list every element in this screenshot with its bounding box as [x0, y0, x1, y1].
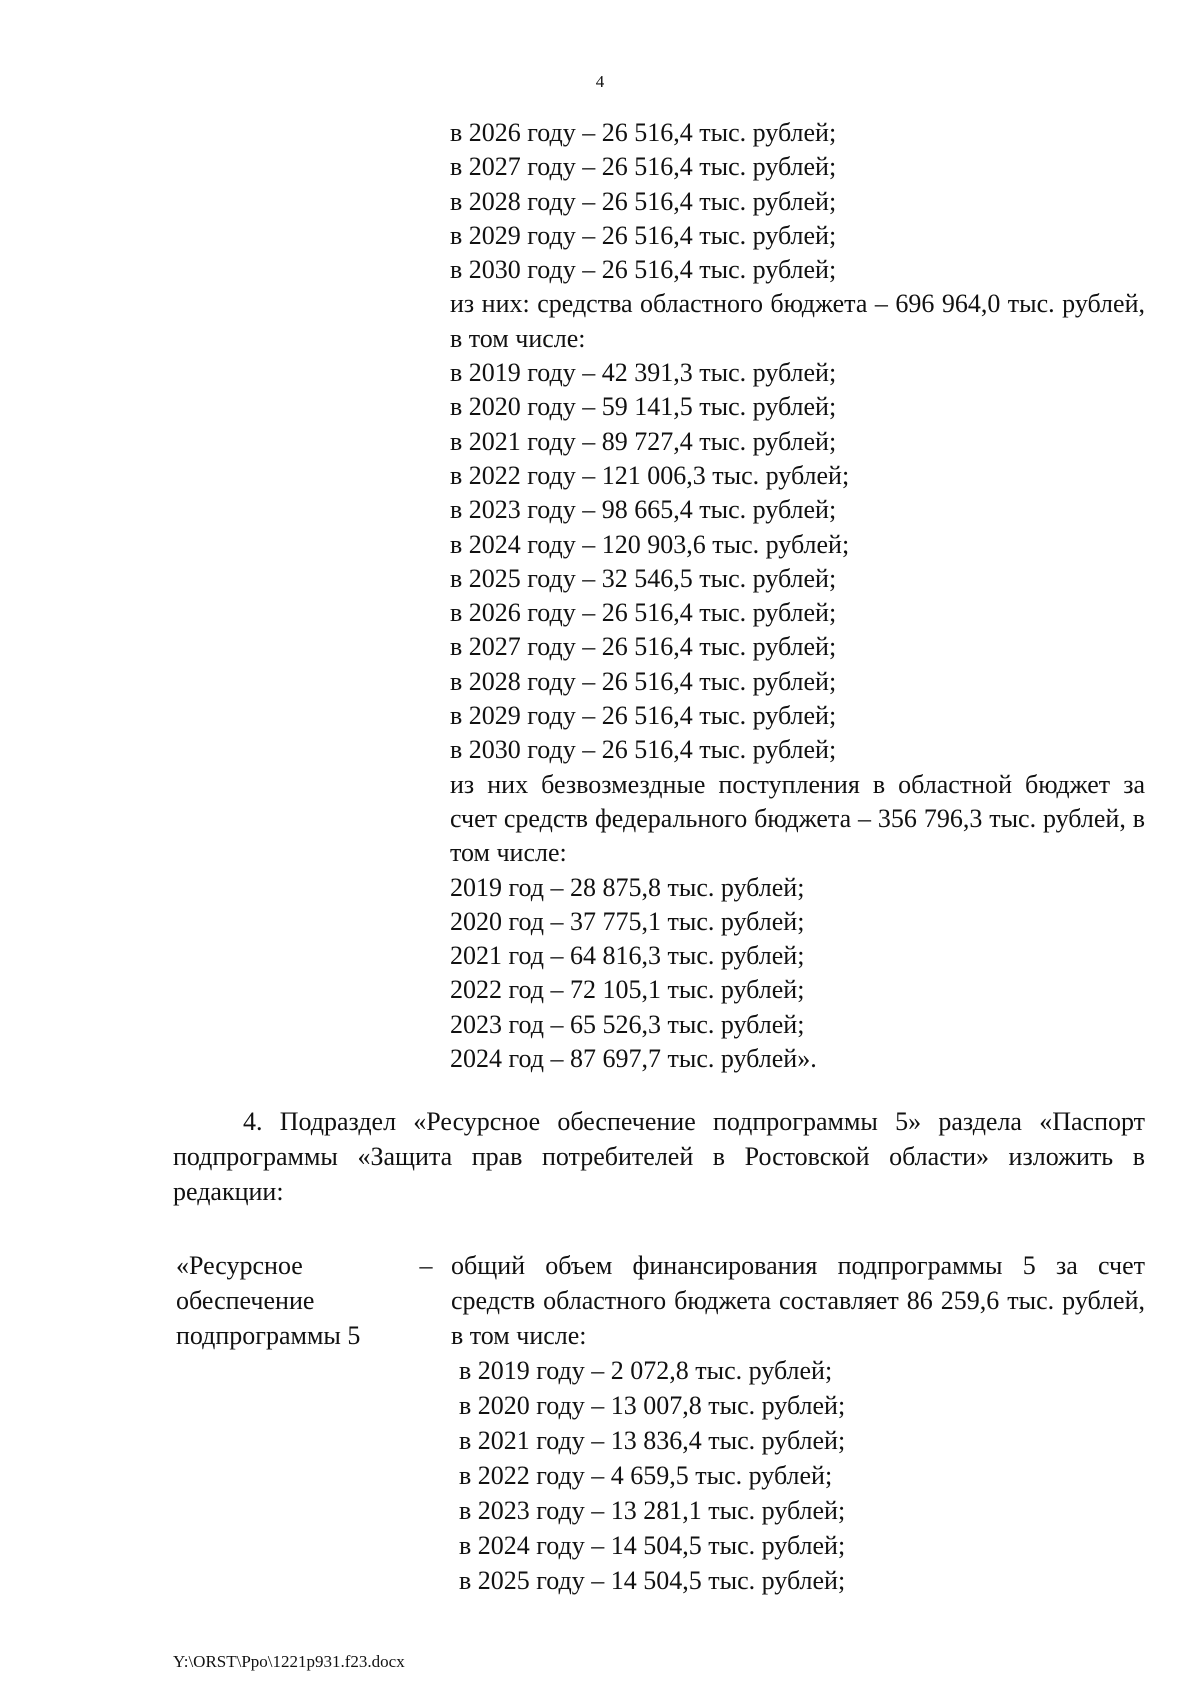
list-item: в 2026 году – 26 516,4 тыс. рублей;	[450, 118, 837, 147]
passport-dash: –	[419, 1251, 433, 1280]
list-item: в 2021 году – 89 727,4 тыс. рублей;	[450, 426, 837, 456]
list-item: в 2023 году – 98 665,4 тыс. рублей;	[450, 495, 837, 525]
page-number: 4	[595, 72, 605, 91]
passport-intro: общий объем финансирования подпрограммы 5 за счет средств областного бюджета составляет 86 259,6 тыс. рублей, в том числе:	[451, 1251, 1145, 1350]
list-item: в 2019 году – 42 391,3 тыс. рублей;	[450, 358, 837, 388]
passport-label: «Ресурсное обеспечение подпрограммы 5	[176, 1251, 361, 1350]
list-item: в 2020 году – 59 141,5 тыс. рублей;	[450, 392, 837, 422]
list-item: в 2030 году – 26 516,4 тыс. рублей;	[450, 735, 837, 765]
list-item: в 2028 году – 26 516,4 тыс. рублей;	[450, 186, 837, 216]
list-item: в 2024 году – 14 504,5 тыс. рублей;	[459, 1531, 846, 1560]
list-item: в 2025 году – 14 504,5 тыс. рублей;	[459, 1566, 846, 1595]
list-item: в 2021 году – 13 836,4 тыс. рублей;	[459, 1426, 846, 1455]
section-paragraph: 4. Подраздел «Ресурсное обеспечение подпрограммы 5» раздела «Паспорт подпрограммы «Защита прав потребителей в Ростовской области» изложить в редакции:	[173, 1107, 1145, 1206]
list-item: 2021 год – 64 816,3 тыс. рублей;	[450, 941, 805, 971]
list-item: в 2030 году – 26 516,4 тыс. рублей;	[450, 255, 837, 285]
passport-list	[451, 1353, 1145, 1598]
funding-list	[450, 116, 1145, 1076]
list-item: в 2020 году – 13 007,8 тыс. рублей;	[459, 1391, 846, 1420]
list-item: из них безвозмездные поступления в областной бюджет за счет средств федерального бюджета – 356 796,3 тыс. рублей, в том числе:	[450, 769, 1145, 868]
list-item: в 2019 году – 2 072,8 тыс. рублей;	[459, 1356, 833, 1385]
list-item: в 2027 году – 26 516,4 тыс. рублей;	[450, 152, 837, 182]
footer-file-path: Y:\ORST\Ppo\1221p931.f23.docx	[173, 1652, 405, 1671]
list-item: 2020 год – 37 775,1 тыс. рублей;	[450, 906, 805, 936]
list-item: в 2024 году – 120 903,6 тыс. рублей;	[450, 529, 850, 559]
list-item: из них: средства областного бюджета – 696 964,0 тыс. рублей, в том числе:	[450, 289, 1145, 353]
list-item: в 2029 году – 26 516,4 тыс. рублей;	[450, 220, 837, 250]
list-item: в 2022 году – 4 659,5 тыс. рублей;	[459, 1461, 833, 1490]
list-item: 2023 год – 65 526,3 тыс. рублей;	[450, 1009, 805, 1039]
list-item: в 2023 году – 13 281,1 тыс. рублей;	[459, 1496, 846, 1525]
list-item: 2019 год – 28 875,8 тыс. рублей;	[450, 872, 805, 902]
list-item: 2024 год – 87 697,7 тыс. рублей».	[450, 1044, 817, 1074]
list-item: в 2028 году – 26 516,4 тыс. рублей;	[450, 666, 837, 696]
list-item: в 2022 году – 121 006,3 тыс. рублей;	[450, 460, 850, 490]
list-item: в 2027 году – 26 516,4 тыс. рублей;	[450, 632, 837, 662]
list-item: 2022 год – 72 105,1 тыс. рублей;	[450, 975, 805, 1005]
list-item: в 2026 году – 26 516,4 тыс. рублей;	[450, 598, 837, 628]
passport-body	[451, 1248, 1145, 1598]
list-item: в 2029 году – 26 516,4 тыс. рублей;	[450, 701, 837, 731]
list-item: в 2025 году – 32 546,5 тыс. рублей;	[450, 563, 837, 593]
